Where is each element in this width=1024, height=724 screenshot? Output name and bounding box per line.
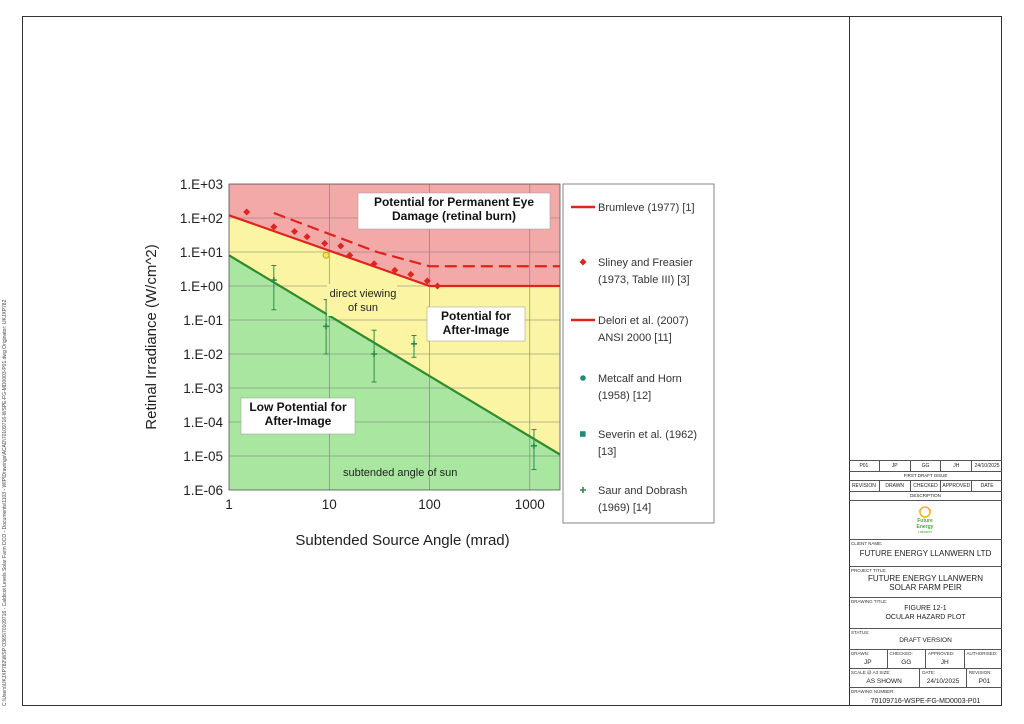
scale-value: AS SHOWN <box>866 678 902 685</box>
scale-label: SCALE @ A3 SIZE: <box>851 670 891 675</box>
y-tick-label: 1.E+02 <box>179 211 223 226</box>
y-tick-label: 1.E-02 <box>183 347 223 362</box>
file-path-text: C:\Users\UKJXP782\WSP O365\70109716 - Caldicot Levels Solar Farm DCO - Documents\1103 - WIP\Drawings\ACAD\70109716-WSPE-FG-MD0003-P01.dwg Originator: UKJXP782 <box>2 299 8 706</box>
svg-text:Future: Future <box>917 518 933 524</box>
approved-label: APPROVED: <box>928 651 955 656</box>
y-tick-label: 1.E-05 <box>183 449 223 464</box>
drawing-title-section <box>849 597 1002 628</box>
drawn-label: DRAWN: <box>851 651 870 656</box>
first-draft-issue: FIRST DRAFT ISSUE <box>849 471 1002 480</box>
y-tick-label: 1.E-06 <box>183 483 223 498</box>
subtended-angle-annotation: subtended angle of sun <box>343 467 458 479</box>
y-tick-label: 1.E-03 <box>183 381 223 396</box>
revision-headers <box>849 480 1002 491</box>
sun-marker <box>323 252 329 258</box>
status-section <box>849 628 1002 649</box>
direct-viewing-annotation: of sun <box>348 302 378 314</box>
legend-label: ANSI 2000 [11] <box>598 332 672 344</box>
legend-label: (1973, Table III) [3] <box>598 274 690 286</box>
rev-approved: JH <box>941 461 972 471</box>
legend-label: Brumleve (1977) [1] <box>598 202 695 214</box>
svg-text:Llanwern: Llanwern <box>917 530 933 534</box>
hdr-revision: REVISION <box>849 481 880 491</box>
drawing-title2: OCULAR HAZARD PLOT <box>885 614 966 621</box>
after-image-label-text: Potential for <box>440 309 512 323</box>
revision-label: REVISION: <box>968 670 992 675</box>
legend-label: Sliney and Freasier <box>598 257 693 269</box>
y-tick-label: 1.E+03 <box>179 177 223 192</box>
status-value: DRAFT VERSION <box>899 637 952 644</box>
revision-block <box>849 460 1002 714</box>
x-tick-label: 100 <box>418 497 441 512</box>
low-potential-label-text: Low Potential for <box>249 400 347 414</box>
approval-row <box>849 649 1002 668</box>
logo-section <box>849 500 1002 539</box>
x-tick-label: 10 <box>321 497 337 512</box>
after-image-label-text: After-Image <box>442 323 510 337</box>
drawn-value: JP <box>863 659 872 666</box>
y-tick-label: 1.E-01 <box>183 313 223 328</box>
permanent-damage-label-text: Damage (retinal burn) <box>391 209 517 223</box>
legend-label: Metcalf and Horn <box>598 373 682 385</box>
legend-label: Severin et al. (1962) <box>598 429 698 441</box>
project-label: PROJECT TITLE: <box>851 568 887 573</box>
y-tick-label: 1.E+00 <box>179 279 223 294</box>
y-tick-label: 1.E-04 <box>183 415 223 430</box>
legend-label: (1958) [12] <box>598 390 652 402</box>
rev-checked: GG <box>911 461 942 471</box>
drawing-number: 70109716-WSPE-FG-MD0003-P01 <box>870 698 981 705</box>
drawing-title1: FIGURE 12-1 <box>904 605 947 612</box>
y-tick-label: 1.E+01 <box>179 245 223 260</box>
drawing-number-section <box>849 687 1002 714</box>
hdr-drawn: DRAWN <box>880 481 911 491</box>
project-section <box>849 566 1002 597</box>
client-label: CLIENT NAME: <box>851 541 883 546</box>
legend-box <box>563 184 714 523</box>
checked-value: GG <box>901 659 912 666</box>
legend-swatch <box>580 431 586 437</box>
date-value: 24/10/2025 <box>926 678 960 685</box>
revision-row <box>849 460 1002 471</box>
drawing-title-label: DRAWING TITLE: <box>851 599 888 604</box>
description-label: DESCRIPTION <box>849 491 1002 500</box>
project-line2: SOLAR FARM PEIR <box>889 583 962 592</box>
approved-value: JH <box>940 659 949 666</box>
authorised-label: AUTHORISED: <box>966 651 998 656</box>
drawing-number-label: DRAWING NUMBER: <box>851 689 895 694</box>
rev-date: 24/10/2025 <box>974 463 1000 469</box>
status-label: STATUS: <box>851 630 870 635</box>
y-axis-label: Retinal Irradiance (W/cm^2) <box>143 244 160 430</box>
hdr-approved: APPROVED <box>942 483 971 489</box>
legend-label: Saur and Dobrash <box>598 485 688 497</box>
direct-viewing-annotation: direct viewing <box>329 288 397 300</box>
rev-code: P01 <box>849 461 880 471</box>
legend-label: (1969) [14] <box>598 502 652 514</box>
x-tick-label: 1000 <box>514 497 545 512</box>
x-axis-label: Subtended Source Angle (mrad) <box>295 532 510 549</box>
permanent-damage-label-text: Potential for Permanent Eye <box>373 195 535 209</box>
project-line1: FUTURE ENERGY LLANWERN <box>868 574 983 583</box>
client-name: FUTURE ENERGY LLANWERN LTD <box>859 549 992 558</box>
low-potential-label-text: After-Image <box>264 414 332 428</box>
revision-value: P01 <box>978 678 991 685</box>
x-tick-label: 1 <box>225 497 233 512</box>
client-section <box>849 539 1002 566</box>
checked-label: CHECKED: <box>889 651 913 656</box>
svg-text:Energy: Energy <box>916 524 934 530</box>
rev-drawn: JP <box>880 461 911 471</box>
legend-swatch <box>580 375 586 381</box>
date-label: DATE: <box>922 670 936 675</box>
future-energy-logo <box>849 501 1002 539</box>
hdr-date: DATE <box>980 483 994 489</box>
legend-label: Delori et al. (2007) <box>598 315 689 327</box>
hdr-checked: CHECKED <box>911 481 942 491</box>
scale-row <box>849 668 1002 687</box>
legend-label: [13] <box>598 446 617 458</box>
